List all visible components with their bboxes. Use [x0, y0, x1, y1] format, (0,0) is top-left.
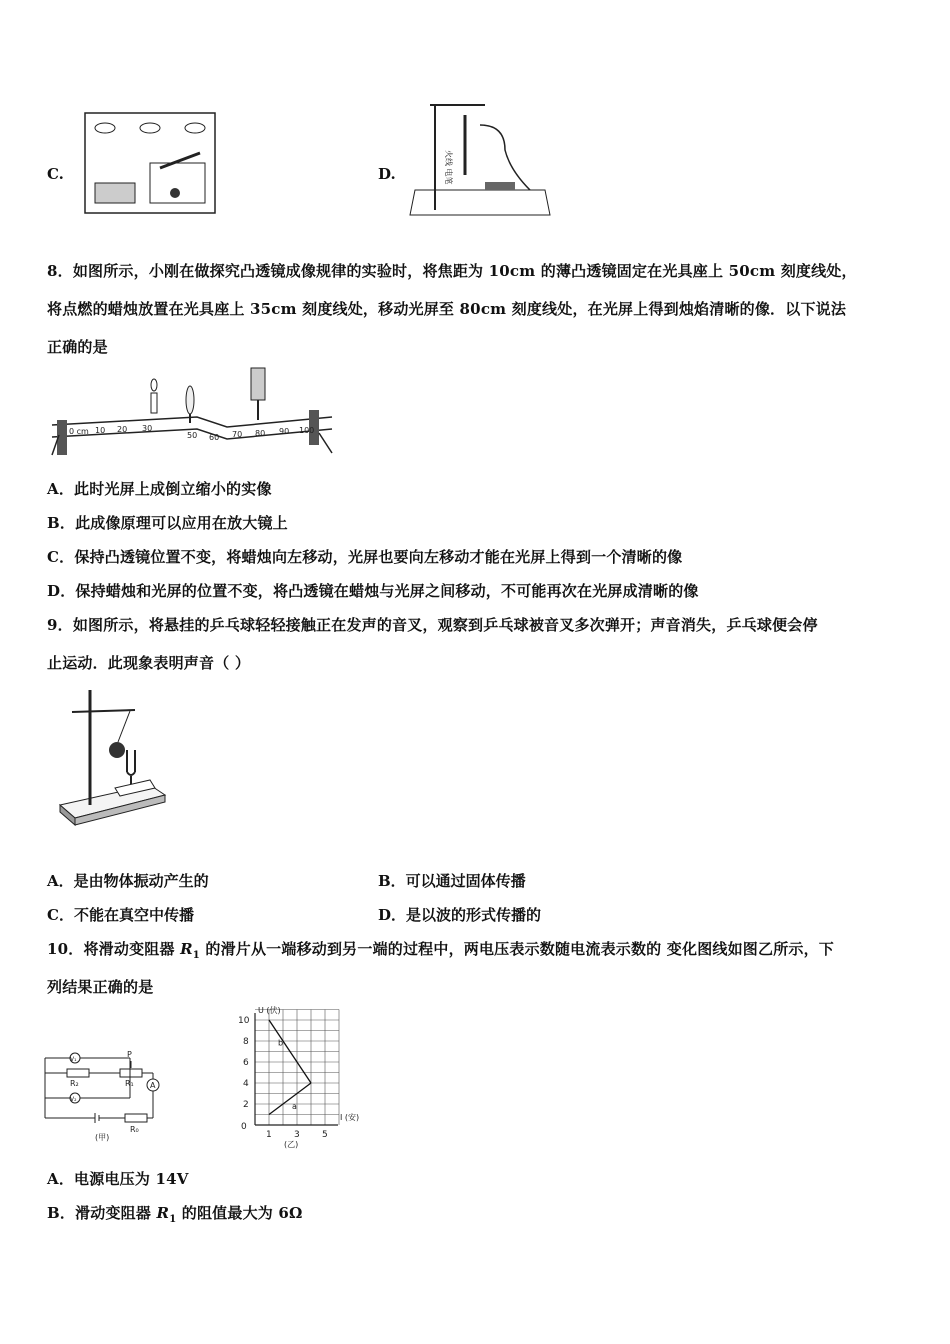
option-d-label: D.	[378, 165, 396, 183]
q10-option-b-r-symbol: R	[156, 1204, 170, 1222]
q9-option-a: A．是由物体振动产生的	[47, 872, 209, 890]
q10-option-b	[47, 1202, 303, 1225]
y-tick-10: 10	[238, 1016, 250, 1026]
u-i-graph	[230, 1005, 370, 1150]
scale-label-90: 90	[279, 427, 290, 436]
x-axis-title: I (安)	[340, 1113, 360, 1122]
q9-text-line-2: 止运动．此现象表明声音（ ）	[47, 654, 251, 672]
x-tick-1: 1	[266, 1130, 272, 1140]
q10-text-line-1	[47, 938, 834, 961]
voltmeter-v2-label: V₂	[70, 1096, 77, 1103]
y-tick-0: 0	[241, 1122, 247, 1132]
q10-option-a: A．电源电压为 14V	[47, 1170, 189, 1188]
scale-label-60: 60	[209, 433, 220, 442]
x-tick-5: 5	[322, 1130, 328, 1140]
resistor-r2-label: R₂	[70, 1079, 79, 1088]
q10-option-b-pre: B．滑动变阻器	[47, 1204, 157, 1222]
resistor-r0-label: R₀	[130, 1125, 139, 1134]
series-label-b: b	[278, 1038, 284, 1048]
y-axis-title: U (伏)	[258, 1006, 281, 1015]
q9-option-d: D．是以波的形式传播的	[378, 906, 542, 924]
q8-option-d: D．保持蜡烛和光屏的位置不变，将凸透镜在蜡烛与光屏之间移动，不可能再次在光屏成清晰的像	[47, 582, 699, 600]
series-line-a	[269, 1083, 311, 1115]
slider-p-label: P	[127, 1050, 132, 1059]
scale-label-50: 50	[187, 431, 198, 440]
q8-text-line-1: 8．如图所示，小刚在做探究凸透镜成像规律的实验时，将焦距为 10cm 的薄凸透镜固定在光具座上 50cm 刻度线处，	[47, 262, 857, 280]
test-pen-caption: 火线 电笔	[444, 150, 453, 185]
scale-label-0: 0 cm	[69, 427, 89, 436]
scale-label-10: 10	[95, 426, 106, 435]
scale-label-30: 30	[142, 424, 153, 433]
circuit-diagram-jia	[40, 1048, 175, 1143]
q9-option-c: C．不能在真空中传播	[47, 906, 194, 924]
q10-r1-subscript: 1	[192, 950, 200, 961]
graph-caption: (乙)	[284, 1140, 299, 1149]
circuit-board-diagram	[80, 108, 220, 218]
optical-bench-diagram	[47, 365, 337, 460]
resistor-r1-label: R₁	[125, 1079, 134, 1088]
y-tick-2: 2	[243, 1100, 249, 1110]
scale-label-70: 70	[232, 430, 243, 439]
scale-label-20: 20	[117, 425, 128, 434]
series-label-a: a	[292, 1101, 297, 1111]
q9-option-b: B．可以通过固体传播	[378, 872, 526, 890]
y-tick-8: 8	[243, 1037, 249, 1047]
option-c-label: C.	[47, 165, 64, 183]
q10-r1-symbol: R	[180, 940, 193, 958]
q10-option-b-subscript: 1	[169, 1214, 177, 1225]
y-tick-4: 4	[243, 1079, 249, 1089]
scale-label-80: 80	[255, 429, 266, 438]
q8-option-a: A．此时光屏上成倒立缩小的实像	[47, 480, 272, 498]
q8-option-b: B．此成像原理可以应用在放大镜上	[47, 514, 288, 532]
tuning-fork-diagram	[60, 680, 170, 830]
scale-label-100: 100	[299, 426, 315, 435]
q10-option-b-post: 的阻值最大为 6Ω	[176, 1204, 303, 1222]
q8-option-c: C．保持凸透镜位置不变，将蜡烛向左移动，光屏也要向左移动才能在光屏上得到一个清晰的像	[47, 548, 683, 566]
q10-text-line-2: 列结果正确的是	[47, 978, 154, 996]
graph-grid	[255, 1010, 339, 1126]
circuit-caption: (甲)	[95, 1133, 110, 1142]
test-pen-diagram	[410, 100, 555, 220]
q10-line1-post: 的滑片从一端移动到另一端的过程中，两电压表示数随电流表示数的 变化图线如图乙所示，下	[199, 940, 835, 958]
q8-text-line-2: 将点燃的蜡烛放置在光具座上 35cm 刻度线处，移动光屏至 80cm 刻度线处，在光屏上得到烛焰清晰的像．以下说法	[47, 300, 847, 318]
y-tick-6: 6	[243, 1058, 249, 1068]
q8-text-line-3: 正确的是	[47, 338, 108, 356]
q10-line1-pre: 10．将滑动变阻器	[47, 940, 181, 958]
q9-text-line-1: 9．如图所示，将悬挂的乒乓球轻轻接触正在发声的音叉，观察到乒乓球被音叉多次弹开；声音消失，乒乓球便会停	[47, 616, 818, 634]
x-tick-3: 3	[294, 1130, 300, 1140]
voltmeter-v1-label: V₁	[70, 1056, 77, 1063]
ammeter-label: A	[150, 1081, 156, 1090]
